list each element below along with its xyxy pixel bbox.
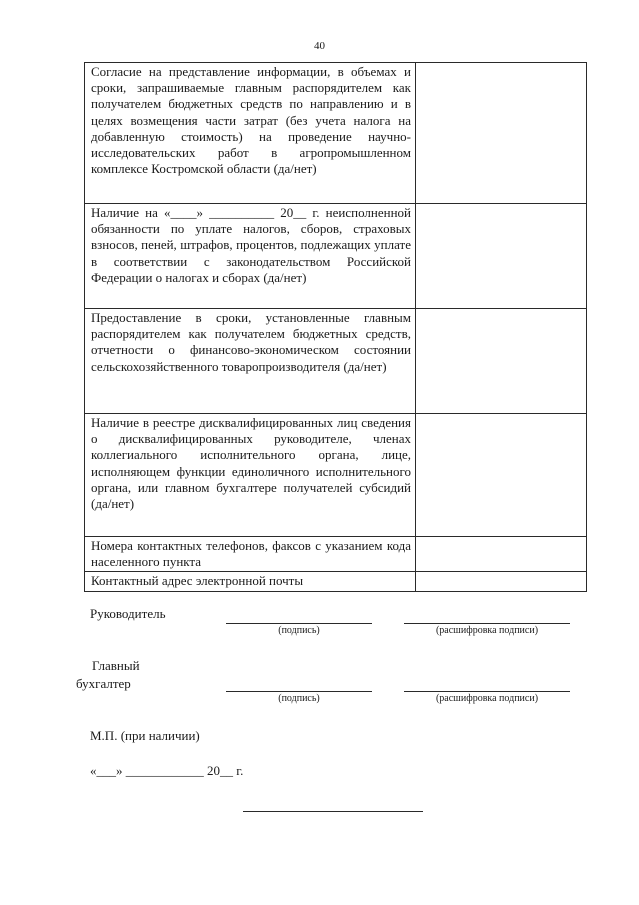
table-row <box>85 204 587 309</box>
row-value[interactable] <box>416 572 587 591</box>
row-value[interactable] <box>416 309 587 414</box>
table-row <box>85 309 587 414</box>
row-label: Наличие на «____» __________ 20__ г. неисполненной обязанности по уплате налогов, сборов, страховых взносов, пеней, штрафов, процентов, подлежащих уплате в соответствии с законодательством Российской Федерации о налогах и сборах (да/нет) <box>85 204 416 309</box>
accountant-label-line2: бухгалтер <box>76 676 131 691</box>
row-label: Предоставление в сроки, установленные главным распорядителем как получателем бюджетных средств, отчетности о финансово-экономическом состоянии сельскохозяйственного товаропроизводителя (да/нет) <box>85 309 416 414</box>
head-label: Руководитель <box>90 606 166 621</box>
accountant-decryption-caption: (расшифровка подписи) <box>435 693 539 704</box>
row-value[interactable] <box>416 537 587 572</box>
table-row <box>85 63 587 204</box>
row-value[interactable] <box>416 63 587 204</box>
accountant-signature-caption: (подпись) <box>278 693 320 704</box>
head-decryption-line[interactable] <box>404 623 570 624</box>
head-decryption-caption: (расшифровка подписи) <box>435 625 539 636</box>
row-value[interactable] <box>416 204 587 309</box>
table-row <box>85 414 587 537</box>
row-label: Согласие на представление информации, в объемах и сроки, запрашиваемые главным распорядителем как получателем бюджетных средств по направлению и в целях возмещения части затрат (без учета налога на добавленную стоимость) на проведение научно-исследовательских работ в агропромышленном комплексе Костромской области (да/нет) <box>85 63 416 204</box>
bottom-signature-line <box>243 811 423 812</box>
table-row <box>85 572 587 591</box>
row-label: Наличие в реестре дисквалифицированных лиц сведения о дисквалифицированных руководителе, членах коллегиального исполнительного органа, лице, исполняющем функции единоличного исполнительного органа, или главном бухгалтере получателей субсидий (да/нет) <box>85 414 416 537</box>
page-number: 40 <box>314 40 325 52</box>
table-row <box>85 537 587 572</box>
row-label: Контактный адрес электронной почты <box>85 572 416 591</box>
accountant-label-line1: Главный <box>92 658 140 673</box>
row-value[interactable] <box>416 414 587 537</box>
head-signature-caption: (подпись) <box>278 625 320 636</box>
accountant-signature-line[interactable] <box>226 691 372 692</box>
date-line[interactable]: «___» ____________ 20__ г. <box>90 763 244 778</box>
stamp-note: М.П. (при наличии) <box>90 728 200 743</box>
form-table <box>84 62 587 592</box>
head-signature-line[interactable] <box>226 623 372 624</box>
accountant-decryption-line[interactable] <box>404 691 570 692</box>
row-label: Номера контактных телефонов, факсов с указанием кода населенного пункта <box>85 537 416 572</box>
